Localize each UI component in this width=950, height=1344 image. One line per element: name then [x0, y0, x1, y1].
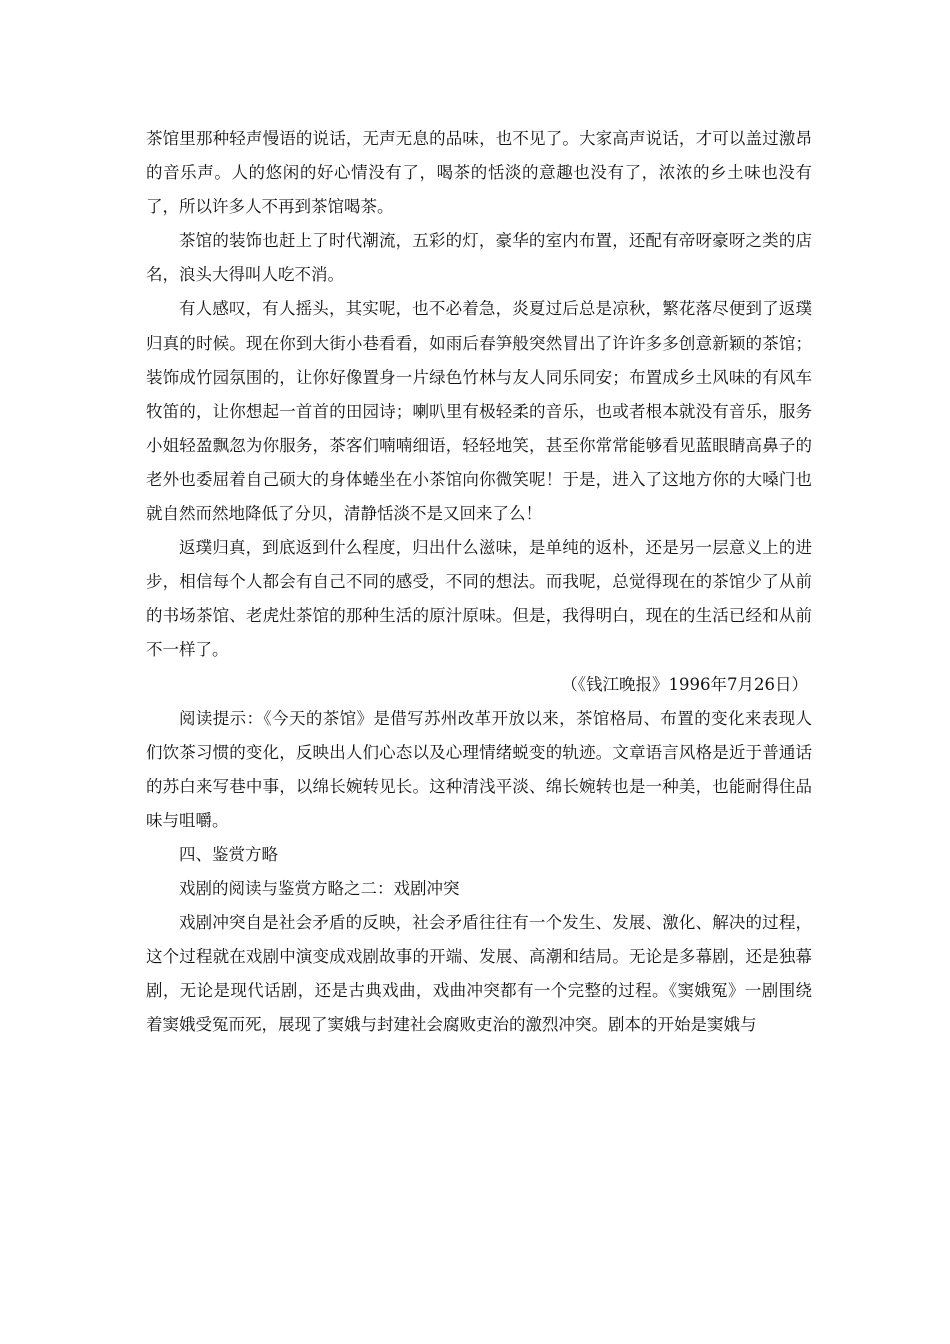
section-heading: 四、鉴赏方略 [179, 844, 278, 864]
reading-tip: 阅读提示：《今天的茶馆》是借写苏州改革开放以来，茶馆格局、布置的变化来表现人们饮茶习惯的变化，反映出人们心态以及心理情绪蜕变的轨迹。文章语言风格是近于普通话的苏白来写巷中事，以绵长婉转见长。这种清浅平淡、绵长婉转也是一种美，也能耐得住品味与咀嚼。 [146, 708, 812, 830]
paragraph-return-to-simplicity: 有人感叹，有人摇头，其实呢，也不必着急，炎夏过后总是凉秋，繁花落尽便到了返璞归真的时候。现在你到大街小巷看看，如雨后春笋般突然冒出了许许多多创意新颖的茶馆；装饰成竹园氛围的，让你好像置身一片绿色竹林与友人同乐同安；布置成乡土风味的有风车牧笛的，让你想起一首首的田园诗；喇叭里有极轻柔的音乐，也或者根本就没有音乐，服务小姐轻盈飘忽为你服务，茶客们喃喃细语，轻轻地笑，甚至你常常能够看见蓝眼睛高鼻子的老外也委屈着自己硕大的身体蜷坐在小茶馆向你微笑呢！于是，进入了这地方你的大嗓门也就自然而然地降低了分贝，清静恬淡不是又回来了么！ [146, 299, 812, 524]
document-page [146, 122, 812, 1043]
paragraph-teahouse-decoration: 茶馆的装饰也赶上了时代潮流，五彩的灯，豪华的室内布置，还配有帝呀豪呀之类的店名，浪头大得叫人吃不消。 [146, 231, 812, 285]
paragraph-reflection: 返璞归真，到底返到什么程度，归出什么滋味，是单纯的返朴，还是另一层意义上的进步，相信每个人都会有自己不同的感受，不同的想法。而我呢，总觉得现在的茶馆少了从前的书场茶馆、老虎灶茶馆的那种生活的原汁原味。但是，我得明白，现在的生活已经和从前不一样了。 [146, 538, 812, 660]
paragraph-teahouse-noise: 茶馆里那种轻声慢语的说话，无声无息的品味，也不见了。大家高声说话，才可以盖过激昂的音乐声。人的悠闲的好心情没有了，喝茶的恬淡的意趣也没有了，浓浓的乡土味也没有了，所以许多人不再到茶馆喝茶。 [146, 129, 812, 217]
section-subheading: 戏剧的阅读与鉴赏方略之二：戏剧冲突 [179, 879, 460, 899]
paragraph-drama-conflict: 戏剧冲突自是社会矛盾的反映，社会矛盾往往有一个发生、发展、激化、解决的过程，这个过程就在戏剧中演变成戏剧故事的开端、发展、高潮和结局。无论是多幕剧，还是独幕剧，无论是现代话剧，还是古典戏曲，戏曲冲突都有一个完整的过程。《窦娥冤》一剧围绕着窦娥受冤而死，展现了窦娥与封建社会腐败吏治的激烈冲突。剧本的开始是窦娥与 [146, 913, 812, 1035]
source-citation: （《钱江晚报》1996年7月26日） [561, 674, 808, 694]
